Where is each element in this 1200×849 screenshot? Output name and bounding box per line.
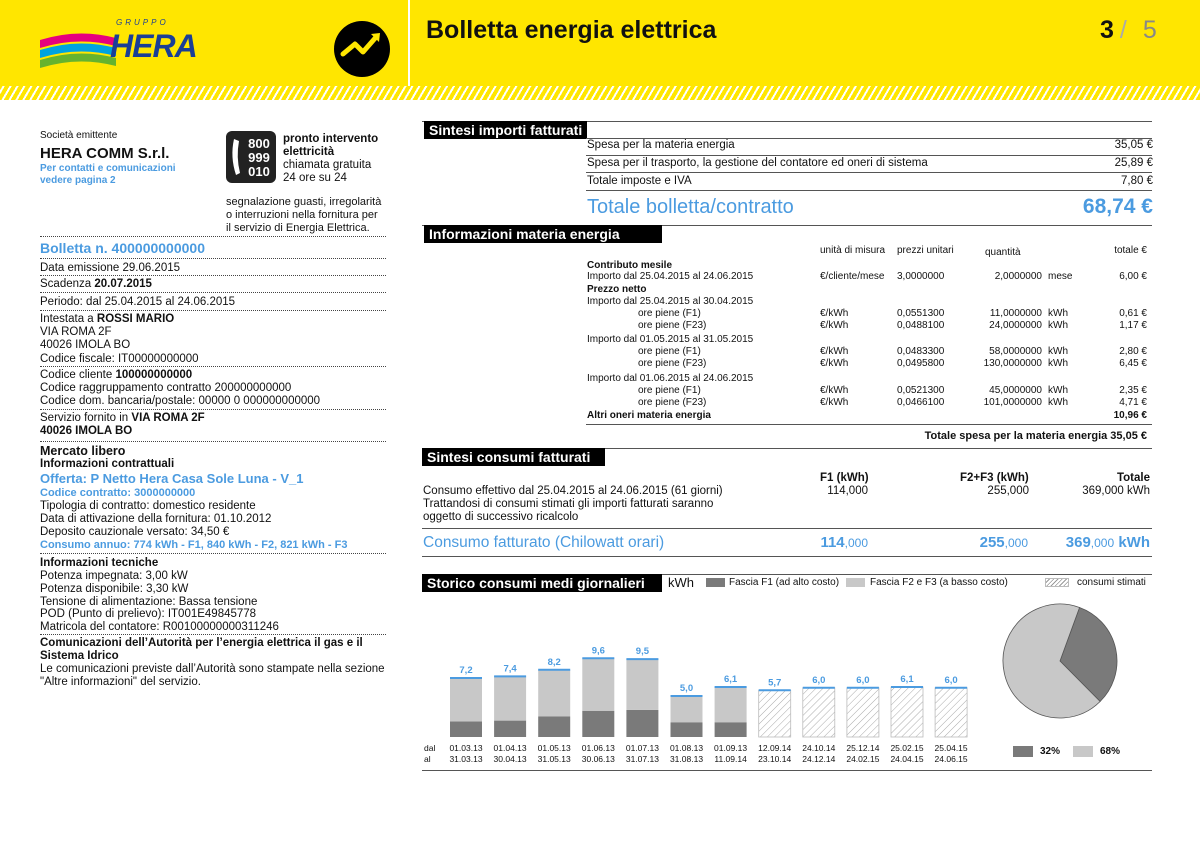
bar-value-label: 6,1	[723, 673, 738, 685]
issue-date: Data emissione 29.06.2015	[40, 262, 181, 274]
energy-row-total: 4,71 €	[1119, 397, 1147, 408]
energy-row-qunit: kWh	[1048, 346, 1068, 357]
billed-f23	[940, 533, 1028, 553]
authority-text-1: Le comunicazioni previste dall’Autorità sono stampate nella sezione	[40, 663, 385, 675]
bar-date-from: 25.04.15	[934, 743, 968, 753]
chart-row-label-to: al	[424, 754, 431, 764]
energy-row-label: ore piene (F1)	[638, 308, 701, 319]
energy-badge-icon	[333, 20, 391, 78]
energy-row-label: ore piene (F23)	[638, 397, 707, 408]
holder-address-2: 40026 IMOLA BO	[40, 339, 131, 351]
energy-row-qty: 101,0000000	[983, 397, 1042, 408]
service-label: Servizio fornito in	[40, 412, 129, 424]
bar-date-from: 01.05.13	[537, 743, 571, 753]
bar-date-from: 24.10.14	[802, 743, 836, 753]
bar-value-label: 5,0	[679, 683, 694, 694]
bar-value-label: 7,4	[503, 663, 517, 675]
bar-f1	[626, 710, 658, 737]
billed-total-int: 369	[1065, 534, 1091, 551]
bar-f23	[450, 678, 482, 721]
phone-number-icon	[226, 131, 276, 183]
divider	[40, 553, 386, 554]
offer-name: Offerta: P Netto Hera Casa Sole Luna - V_1	[40, 471, 304, 486]
consumption-line-2: Trattandosi di consumi stimati gli importi fatturati saranno	[423, 498, 714, 510]
summary-title: Sintesi importi fatturati	[424, 121, 587, 139]
summary-row-label: Totale imposte e IVA	[587, 175, 692, 187]
bar-value-label: 6,0	[856, 674, 870, 686]
bar-f23	[671, 696, 703, 722]
legend-estimated-swatch	[1045, 578, 1069, 587]
energy-total-line: Totale spesa per la materia energia 35,05 €	[924, 430, 1147, 442]
energy-row-qunit: kWh	[1048, 397, 1068, 408]
deposit: Deposito cauzionale versato: 34,50 €	[40, 526, 230, 538]
legend-f1-swatch	[706, 578, 725, 587]
bar-estimated	[847, 688, 879, 737]
energy-row-qty: 58,0000000	[989, 346, 1042, 357]
market-type: Mercato libero	[40, 444, 126, 458]
bar-date-to: 30.04.13	[493, 754, 527, 764]
period-label: Importo dal 01.06.2015 al 24.06.2015	[587, 373, 754, 384]
divider	[40, 258, 386, 259]
billed-total	[1040, 533, 1150, 553]
consumption-title: Sintesi consumi fatturati	[422, 448, 605, 466]
bar-date-to: 31.03.13	[449, 754, 483, 764]
energy-row-qty: 2,0000000	[994, 271, 1042, 282]
authority-title-2: Sistema Idrico	[40, 650, 119, 662]
header-bar	[0, 0, 1200, 100]
energy-row-price: 0,0488100	[897, 320, 945, 331]
bank-code: Codice dom. bancaria/postale: 00000 0 000000000000	[40, 395, 321, 407]
energy-col-total: totale €	[1114, 245, 1147, 256]
consumption-total: 369,000 kWh	[1082, 485, 1150, 497]
energy-row-unit: €/kWh	[820, 385, 849, 396]
energy-row-unit: €/kWh	[820, 320, 849, 331]
divider	[40, 409, 386, 410]
activation-date: Data di attivazione della fornitura: 01.10.2012	[40, 513, 272, 525]
billed-f23-int: 255	[979, 534, 1005, 551]
energy-col-price: prezzi unitari	[897, 245, 954, 256]
energy-row-qty: 130,0000000	[983, 358, 1042, 369]
bar-estimated	[803, 688, 835, 737]
divider	[40, 292, 386, 293]
group-code: Codice raggruppamento contratto 200000000000	[40, 382, 292, 394]
bar-f23	[626, 659, 658, 710]
energy-row-qty: 11,0000000	[989, 308, 1042, 319]
divider	[40, 310, 386, 311]
bar-date-from: 25.02.15	[890, 743, 924, 753]
consumption-f1: 114,000	[827, 485, 868, 497]
consumption-col-total: Totale	[1116, 472, 1150, 484]
contrib-title: Contributo mesile	[587, 260, 673, 271]
due-value: 20.07.2015	[94, 278, 152, 290]
energy-row-qunit: kWh	[1048, 308, 1068, 319]
energy-row-qunit: kWh	[1048, 385, 1068, 396]
due-label: Scadenza	[40, 278, 92, 290]
contact-line-2: vedere pagina 2	[40, 175, 116, 186]
period-label: Periodo:	[40, 296, 83, 308]
other-charges-label: Altri oneri materia energia	[587, 410, 711, 421]
bar-f1	[715, 722, 747, 737]
supply-voltage: Tensione di alimentazione: Bassa tensione	[40, 596, 258, 608]
consumption-line-1: Consumo effettivo dal 25.04.2015 al 24.06.2015 (61 giorni)	[423, 485, 723, 497]
other-charges-value: 10,96 €	[1113, 410, 1147, 421]
page-separator: /	[1119, 16, 1127, 44]
divider	[40, 236, 386, 237]
billed-total-unit: kWh	[1118, 534, 1150, 551]
legend-f23-label: Fascia F2 e F3 (a basso costo)	[870, 577, 1008, 588]
period-label: Importo dal 01.05.2015 al 31.05.2015	[587, 334, 754, 345]
summary-row-value: 35,05 €	[1114, 139, 1153, 151]
bar-date-from: 01.07.13	[625, 743, 659, 753]
bar-date-to: 31.08.13	[669, 754, 704, 764]
client-code-label: Codice cliente	[40, 369, 113, 381]
emergency-line-4: 24 ore su 24	[283, 172, 347, 184]
bar-date-to: 24.02.15	[846, 754, 880, 764]
energy-row-label: Importo dal 25.04.2015 al 24.06.2015	[587, 271, 754, 282]
bill-total-label: Totale bolletta/contratto	[587, 196, 794, 218]
consumption-col-f1: F1 (kWh)	[820, 472, 869, 484]
holder-label: Intestata a	[40, 313, 94, 325]
period-label: Importo dal 25.04.2015 al 30.04.2015	[587, 296, 754, 307]
net-price-title: Prezzo netto	[587, 284, 647, 295]
consumption-f23: 255,000	[987, 485, 1029, 497]
authority-title-1: Comunicazioni dell’Autorità per l’energia elettrica il gas e il	[40, 637, 363, 649]
billed-total-dec: ,000	[1090, 536, 1115, 550]
energy-row-qunit: kWh	[1048, 320, 1068, 331]
bar-date-to: 24.12.14	[802, 754, 836, 764]
history-unit: kWh	[668, 575, 694, 590]
energy-col-qty: quantità	[985, 247, 1021, 258]
energy-row-label: ore piene (F23)	[638, 320, 707, 331]
technical-title: Informazioni tecniche	[40, 557, 159, 569]
bar-date-from: 01.03.13	[449, 743, 483, 753]
emergency-desc-3: il servizio di Energia Elettrica.	[226, 222, 370, 234]
rule	[586, 190, 1152, 191]
energy-row-total: 6,00 €	[1119, 271, 1147, 282]
due-date	[40, 278, 152, 291]
chart-row-label-from: dal	[424, 743, 436, 753]
energy-row-total: 6,45 €	[1119, 358, 1147, 369]
pie-f1-swatch	[1013, 746, 1033, 757]
divider	[40, 441, 386, 442]
energy-row-price: 0,0551300	[897, 308, 945, 319]
pie-f1-percent: 32%	[1040, 746, 1061, 757]
bar-date-to: 31.05.13	[537, 754, 571, 764]
bar-date-to: 11.09.14	[714, 754, 747, 764]
bar-f1	[538, 717, 570, 738]
bar-date-from: 25.12.14	[846, 743, 880, 753]
energy-row-unit: €/kWh	[820, 308, 849, 319]
logo-group-text: GRUPPO	[116, 18, 169, 27]
bar-f1	[494, 721, 526, 737]
energy-row-unit: €/kWh	[820, 358, 849, 369]
bar-date-to: 24.04.15	[890, 754, 924, 764]
tax-code: Codice fiscale: IT00000000000	[40, 353, 199, 365]
energy-row-price: 3,0000000	[897, 271, 945, 282]
history-pie-chart	[1000, 601, 1120, 721]
bar-estimated	[935, 688, 967, 737]
billed-f1-dec: ,000	[844, 536, 868, 550]
consumption-line-3: oggetto di successivo ricalcolo	[423, 511, 579, 523]
client-code-value: 100000000000	[115, 369, 193, 381]
energy-row-label: ore piene (F1)	[638, 385, 701, 396]
energy-row-unit: €/kWh	[820, 346, 849, 357]
bar-value-label: 6,0	[812, 674, 826, 686]
rule	[422, 770, 1152, 771]
energy-row-qunit: mese	[1048, 271, 1073, 282]
emergency-line-1: pronto intervento	[283, 133, 379, 145]
bar-value-label: 8,2	[547, 656, 561, 668]
rule	[422, 556, 1152, 557]
energy-row-total: 1,17 €	[1119, 320, 1147, 331]
pod-code: POD (Punto di prelievo): IT001E49845778	[40, 608, 257, 620]
bar-date-to: 23.10.14	[758, 754, 792, 764]
energy-row-label: ore piene (F1)	[638, 346, 701, 357]
rule	[586, 172, 1152, 173]
divider	[40, 366, 386, 367]
service-address-2: 40026 IMOLA BO	[40, 425, 133, 437]
energy-row-price: 0,0466100	[897, 397, 945, 408]
holder-address-1: VIA ROMA 2F	[40, 326, 112, 338]
bar-estimated	[891, 687, 923, 737]
energy-row-price: 0,0495800	[897, 358, 945, 369]
energy-row-total: 0,61 €	[1119, 308, 1147, 319]
bar-f23	[494, 676, 526, 720]
bar-date-from: 01.06.13	[581, 743, 615, 753]
energy-col-unit: unità di misura	[820, 245, 886, 256]
page-total: 5	[1142, 16, 1157, 44]
annual-consumption: Consumo annuo: 774 kWh - F1, 840 kWh - F2, 821 kWh - F3	[40, 539, 348, 551]
bar-date-from: 01.08.13	[669, 743, 704, 753]
bar-value-label: 9,5	[635, 646, 650, 658]
document-title: Bolletta energia elettrica	[426, 16, 717, 44]
billed-consumption-label: Consumo fatturato (Chilowatt orari)	[423, 534, 665, 551]
summary-row-label: Spesa per la materia energia	[587, 139, 735, 151]
divider	[40, 634, 386, 635]
rule	[422, 528, 1152, 529]
holder-name: ROSSI MARIO	[96, 313, 175, 325]
contract-type: Tipologia di contratto: domestico residente	[40, 500, 256, 512]
contact-line-1: Per contatti e comunicazioni	[40, 163, 176, 174]
contract-code: Codice contratto: 3000000000	[40, 487, 196, 499]
energy-row-unit: €/cliente/mese	[820, 271, 885, 282]
meter-number: Matricola del contatore: R00100000000311246	[40, 621, 279, 633]
authority-text-2: "Altre informazioni" del servizio.	[40, 676, 201, 688]
legend-f1-label: Fascia F1 (ad alto costo)	[729, 577, 840, 588]
emergency-line-2: elettricità	[283, 146, 335, 158]
bill-number: Bolletta n. 400000000000	[40, 240, 205, 256]
pie-f23-percent: 68%	[1100, 746, 1121, 757]
energy-row-price: 0,0521300	[897, 385, 945, 396]
legend-estimated-label: consumi stimati	[1077, 577, 1146, 588]
rule	[586, 424, 1152, 425]
energy-row-total: 2,35 €	[1119, 385, 1147, 396]
history-title: Storico consumi medi giornalieri	[422, 574, 662, 592]
rule	[586, 155, 1152, 156]
energy-row-qunit: kWh	[1048, 358, 1068, 369]
svg-text:999: 999	[248, 150, 270, 165]
issuer-label: Società emittente	[40, 130, 118, 141]
bar-value-label: 6,0	[944, 674, 958, 686]
page-current: 3	[1100, 16, 1114, 44]
power-available: Potenza disponibile: 3,30 kW	[40, 583, 189, 595]
power-committed: Potenza impegnata: 3,00 kW	[40, 570, 188, 582]
bar-date-from: 01.09.13	[714, 743, 748, 753]
pie-f23-swatch	[1073, 746, 1093, 757]
bar-f1	[671, 722, 703, 737]
bar-f1	[450, 721, 482, 737]
emergency-line-3: chiamata gratuita	[283, 159, 372, 171]
energy-row-label: ore piene (F23)	[638, 358, 707, 369]
divider	[40, 275, 386, 276]
energy-row-price: 0,0483300	[897, 346, 945, 357]
billed-f23-dec: ,000	[1004, 536, 1028, 550]
legend-f23-swatch	[846, 578, 865, 587]
emergency-desc-2: o interruzioni nella fornitura per	[226, 209, 378, 221]
bar-value-label: 9,6	[591, 645, 605, 657]
bar-date-from: 01.04.13	[493, 743, 527, 753]
energy-row-qty: 24,0000000	[989, 320, 1042, 331]
history-bar-chart	[420, 596, 980, 768]
bar-f1	[582, 711, 614, 737]
billed-f1-int: 114	[820, 534, 845, 551]
header-divider	[408, 0, 410, 86]
service-line	[40, 412, 205, 425]
hera-logo	[38, 18, 197, 78]
billed-f1	[780, 533, 868, 553]
bar-estimated	[759, 690, 791, 737]
svg-text:800: 800	[248, 136, 270, 151]
contract-info-title: Informazioni contrattuali	[40, 458, 175, 470]
summary-row-value: 25,89 €	[1114, 157, 1153, 169]
hera-waves-icon	[38, 26, 118, 76]
bar-f23	[715, 687, 747, 722]
emergency-desc-1: segnalazione guasti, irregolarità	[226, 196, 382, 208]
client-code	[40, 369, 192, 382]
bar-value-label: 5,7	[768, 677, 782, 689]
page-indicator	[1100, 16, 1157, 45]
energy-title: Informazioni materia energia	[424, 225, 662, 243]
svg-text:010: 010	[248, 164, 270, 179]
logo-name-text: HERA	[110, 28, 197, 64]
bar-value-label: 6,1	[900, 673, 914, 685]
billing-period	[40, 296, 235, 309]
issuer-name: HERA COMM S.r.l.	[40, 145, 170, 162]
energy-row-qty: 45,0000000	[989, 385, 1042, 396]
bar-f23	[582, 658, 614, 710]
bar-date-to: 31.07.13	[625, 754, 659, 764]
consumption-col-f23: F2+F3 (kWh)	[960, 472, 1029, 484]
energy-row-unit: €/kWh	[820, 397, 849, 408]
holder-line	[40, 313, 174, 326]
bar-date-from: 12.09.14	[758, 743, 792, 753]
bar-value-label: 7,2	[459, 664, 473, 676]
bar-date-to: 24.06.15	[934, 754, 968, 764]
period-value: dal 25.04.2015 al 24.06.2015	[86, 296, 236, 308]
bill-total-value: 68,74 €	[1082, 195, 1153, 218]
energy-row-total: 2,80 €	[1119, 346, 1147, 357]
summary-row-value: 7,80 €	[1121, 175, 1153, 187]
header-stripe	[0, 86, 1200, 100]
bar-date-to: 30.06.13	[581, 754, 615, 764]
bar-f23	[538, 670, 570, 717]
summary-row-label: Spesa per il trasporto, la gestione del contatore ed oneri di sistema	[587, 157, 928, 169]
service-address-1: VIA ROMA 2F	[131, 412, 205, 424]
